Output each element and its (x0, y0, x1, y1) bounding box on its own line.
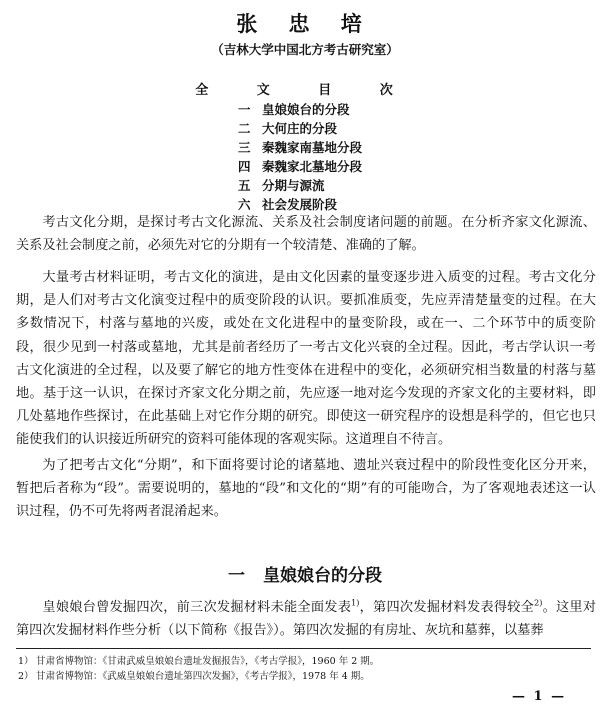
paragraph-text: 为了把考古文化“分期”，和下面将要讨论的诸墓地、遗址兴衰过程中的阶段性变化区分开来，暂把后者称为“段”。需要说明的，墓地的“段”和文化的“期”有的可能吻合，为了客观地表述这一认识过程，仍不可先将两者混淆起来。 (16, 458, 596, 520)
footnote-text: 甘肃省博物馆：《武威皇娘娘台遗址第四次发掘》，《考古学报》，1978 年 4 期。 (36, 671, 370, 682)
page-number: — 1 — (512, 689, 567, 704)
footnote-text: 甘肃省博物馆：《甘肃武威皇娘娘台遗址发掘报告》，《考古学报》，1960 年 2 期。 (36, 656, 380, 667)
author-name: 张 忠 培 (236, 11, 374, 36)
toc-item (238, 100, 498, 119)
toc-title: 全 文 目 次 (195, 83, 415, 98)
footnote-ref[interactable]: 1) (351, 598, 360, 608)
text-segment: 。这里对第四次发掘材料作些分析（以下简称《报告》）。第四次发掘的有房址、灰坑和墓葬，以墓葬 (16, 600, 597, 639)
paragraph-text: 大量考古材料证明，考古文化的演进，是由文化因素的量变逐步进入质变的过程。考古文化分期，是人们对考古文化演变过程中的质变阶段的认识。要抓准质变，先应弄清楚量变的过程。在大多数情况下，村落与墓地的兴废，或处在文化进程中的量变阶段，或在一、二个环节中的质变阶段，很少见到一村落或墓地，尤其是前者经历了一考古文化兴衰的全过程。因此，考古学认识一考古文化演进的全过程，以及要了解它的地方性变体在进程中的变化，必须研究相当数量的村落与墓地。基于这一认识，在探讨齐家文化分期之前，先应逐一地对迄今发现的齐家文化的主要材料，即几处墓地作些探讨，在此基础上对它作分期的研究。即使这一研究程序的设想是科学的，但它也只能使我们的认识接近所研究的资料可能体现的客观实际。这道理自不待言。 (16, 270, 596, 448)
footnote-divider (16, 648, 591, 649)
toc-item-number: 一 (238, 102, 251, 117)
toc-item-number: 三 (238, 140, 251, 155)
body-paragraph (16, 454, 596, 524)
toc-item-label: 社会发展阶段 (262, 197, 338, 212)
footnote-ref[interactable]: 2) (534, 598, 543, 608)
text-segment: ，第四次发掘材料发表得较全 (359, 600, 535, 615)
author-affiliation: （吉林大学中国北方考古研究室） (211, 42, 399, 57)
section-number: 一 (228, 566, 245, 586)
toc-item (238, 138, 498, 157)
section-title: 皇娘娘台的分段 (263, 566, 382, 586)
section-heading (0, 561, 610, 586)
text-segment: 皇娘娘台曾发掘四次，前三次发掘材料未能全面发表 (42, 600, 352, 615)
toc-item-label: 大何庄的分段 (262, 121, 338, 136)
body-paragraph (16, 266, 596, 452)
toc-item (238, 176, 498, 195)
paragraph-text: 考古文化分期，是探讨考古文化源流、关系及社会制度诸问题的前题。在分析齐家文化源流、关系及社会制度之前，必须先对它的分期有一个较清楚、准确的了解。 (16, 215, 596, 254)
footnote-number: 1） (18, 656, 34, 667)
footnote (18, 654, 598, 669)
table-of-contents (238, 100, 498, 214)
toc-item-label: 秦魏家南墓地分段 (262, 140, 363, 155)
toc-item-number: 六 (238, 197, 251, 212)
paragraph-text (16, 596, 596, 642)
toc-item-number: 四 (238, 159, 251, 174)
footnote (18, 669, 598, 684)
toc-item-label: 分期与源流 (262, 178, 325, 193)
footnotes (18, 654, 598, 684)
body-paragraph (16, 211, 596, 257)
toc-item-label: 皇娘娘台的分段 (262, 102, 350, 117)
toc-item-label: 秦魏家北墓地分段 (262, 159, 363, 174)
body-paragraph (16, 596, 596, 642)
footnote-number: 2） (18, 671, 34, 682)
toc-item-number: 二 (238, 121, 251, 136)
toc-item-number: 五 (238, 178, 251, 193)
toc-item (238, 119, 498, 138)
toc-item (238, 157, 498, 176)
